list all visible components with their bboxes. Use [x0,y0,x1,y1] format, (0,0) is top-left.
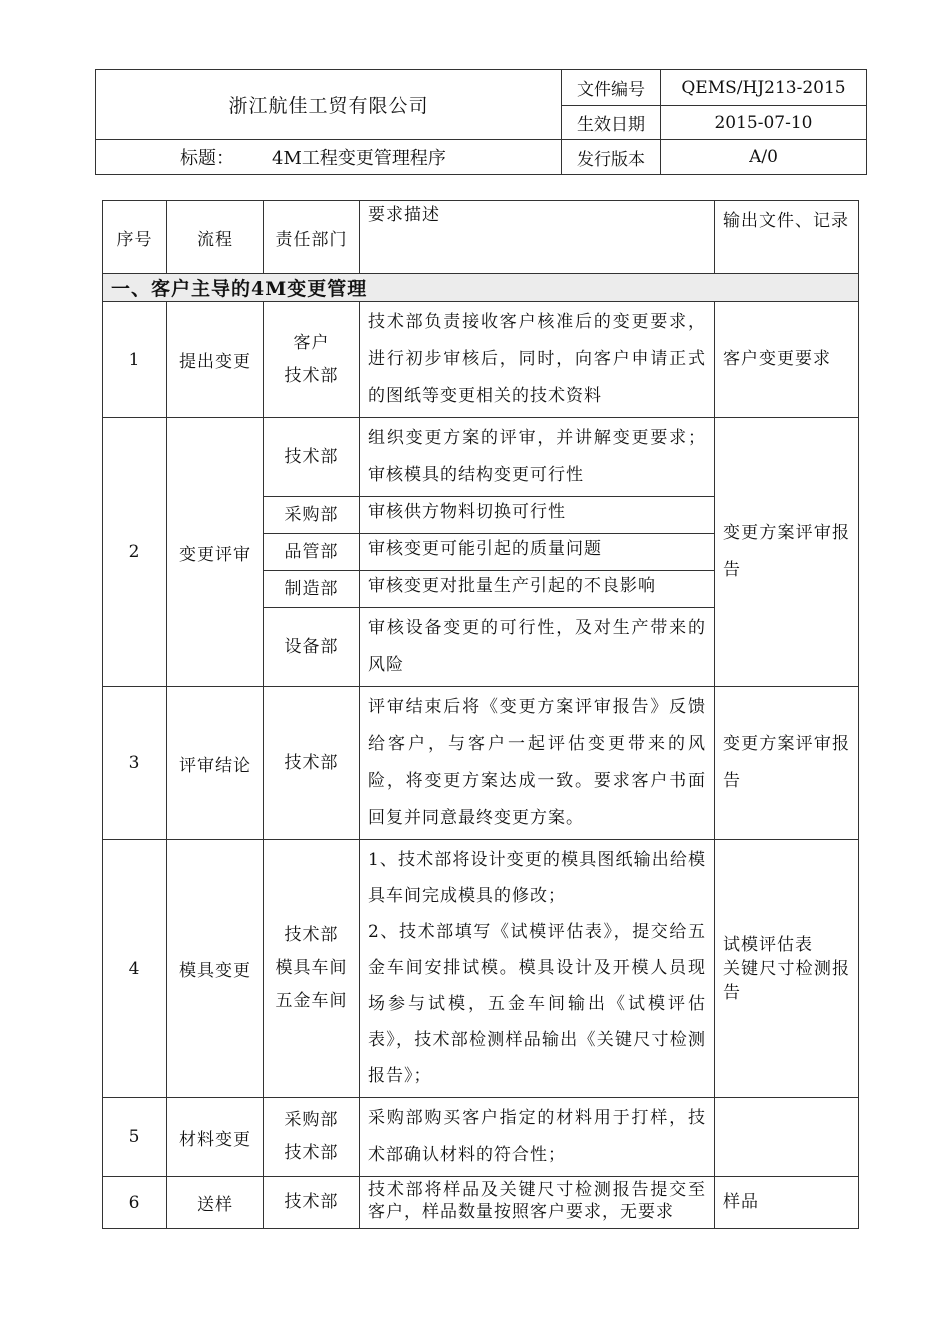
company-name: 浙江航佳工贸有限公司 [96,70,562,140]
procedure-table [102,200,859,1229]
row-dept: 采购部 [264,497,360,534]
title-value: 4M工程变更管理程序 [272,148,446,169]
dept-name: 技术部 [284,925,339,945]
dept-name: 五金车间 [275,991,348,1011]
doc-no-value: QEMS/HJ213-2015 [661,70,867,106]
row-dept: 技术部 [264,687,360,840]
effective-date-value: 2015-07-10 [661,106,867,140]
row-requirement: 审核变更对批量生产引起的不良影响 [360,571,715,608]
table-row [103,418,859,497]
output-line: 关键尺寸检测报告 [723,958,850,1003]
effective-date-label: 生效日期 [562,106,661,140]
row-output: 客户变更要求 [715,302,859,418]
dept-name: 技术部 [284,365,339,386]
row-requirement: 审核设备变更的可行性，及对生产带来的风险 [360,608,715,687]
version-value: A/0 [661,140,867,175]
row-dept: 设备部 [264,608,360,687]
row-requirement: 组织变更方案的评审，并讲解变更要求；审核模具的结构变更可行性 [360,418,715,497]
row-dept [264,302,360,418]
row-no: 3 [103,687,167,840]
row-requirement: 审核变更可能引起的质量问题 [360,534,715,571]
row-no: 2 [103,418,167,687]
row-requirement: 技术部负责接收客户核准后的变更要求，进行初步审核后，同时，向客户申请正式的图纸等变更相关的技术资料 [360,302,715,418]
row-output [715,840,859,1098]
col-header-process: 流程 [167,201,264,274]
row-requirement: 技术部将样品及关键尺寸检测报告提交至客户，样品数量按照客户要求，无要求 [360,1177,715,1229]
row-no: 1 [103,302,167,418]
col-header-output: 输出文件、记录 [715,201,859,274]
row-process: 材料变更 [167,1098,264,1177]
dept-name: 客户 [293,332,330,353]
table-row [103,840,859,1098]
row-output: 样品 [715,1177,859,1229]
dept-name: 采购部 [284,1110,339,1130]
document-header [95,69,867,175]
row-output: 变更方案评审报告 [715,687,859,840]
output-line: 试模评估表 [723,934,813,955]
table-row [103,1098,859,1177]
row-dept [264,840,360,1098]
requirement-line: 1、技术部将设计变更的模具图纸输出给模具车间完成模具的修改； [368,850,706,906]
row-requirement: 评审结束后将《变更方案评审报告》反馈给客户，与客户一起评估变更带来的风险，将变更方案达成一致。要求客户书面回复并同意最终变更方案。 [360,687,715,840]
requirement-line: 2、技术部填写《试模评估表》，提交给五金车间安排试模。模具设计及开模人员现场参与试模，五金车间输出《试模评估表》，技术部检测样品输出《关键尺寸检测报告》； [368,922,706,1086]
row-process: 评审结论 [167,687,264,840]
section-title: 一、客户主导的4M变更管理 [103,274,859,302]
row-dept [264,1098,360,1177]
row-dept: 技术部 [264,1177,360,1229]
table-row [103,302,859,418]
section-row [103,274,859,302]
col-header-requirement: 要求描述 [360,201,715,274]
row-process: 变更评审 [167,418,264,687]
dept-name: 模具车间 [275,958,348,978]
table-row [103,1177,859,1229]
doc-no-label: 文件编号 [562,70,661,106]
dept-name: 技术部 [284,1143,339,1163]
row-no: 4 [103,840,167,1098]
row-process: 模具变更 [167,840,264,1098]
row-no: 5 [103,1098,167,1177]
row-requirement: 审核供方物料切换可行性 [360,497,715,534]
row-process: 送样 [167,1177,264,1229]
row-requirement: 采购部购买客户指定的材料用于打样，技术部确认材料的符合性； [360,1098,715,1177]
table-header-row [103,201,859,274]
row-dept: 技术部 [264,418,360,497]
row-output [715,1098,859,1177]
table-row [103,687,859,840]
row-process: 提出变更 [167,302,264,418]
col-header-no: 序号 [103,201,167,274]
col-header-dept: 责任部门 [264,201,360,274]
title-label: 标题： [180,148,234,169]
version-label: 发行版本 [562,140,661,175]
document-title [96,140,562,175]
row-dept: 制造部 [264,571,360,608]
row-dept: 品管部 [264,534,360,571]
row-output: 变更方案评审报告 [715,418,859,687]
row-no: 6 [103,1177,167,1229]
row-requirement [360,840,715,1098]
